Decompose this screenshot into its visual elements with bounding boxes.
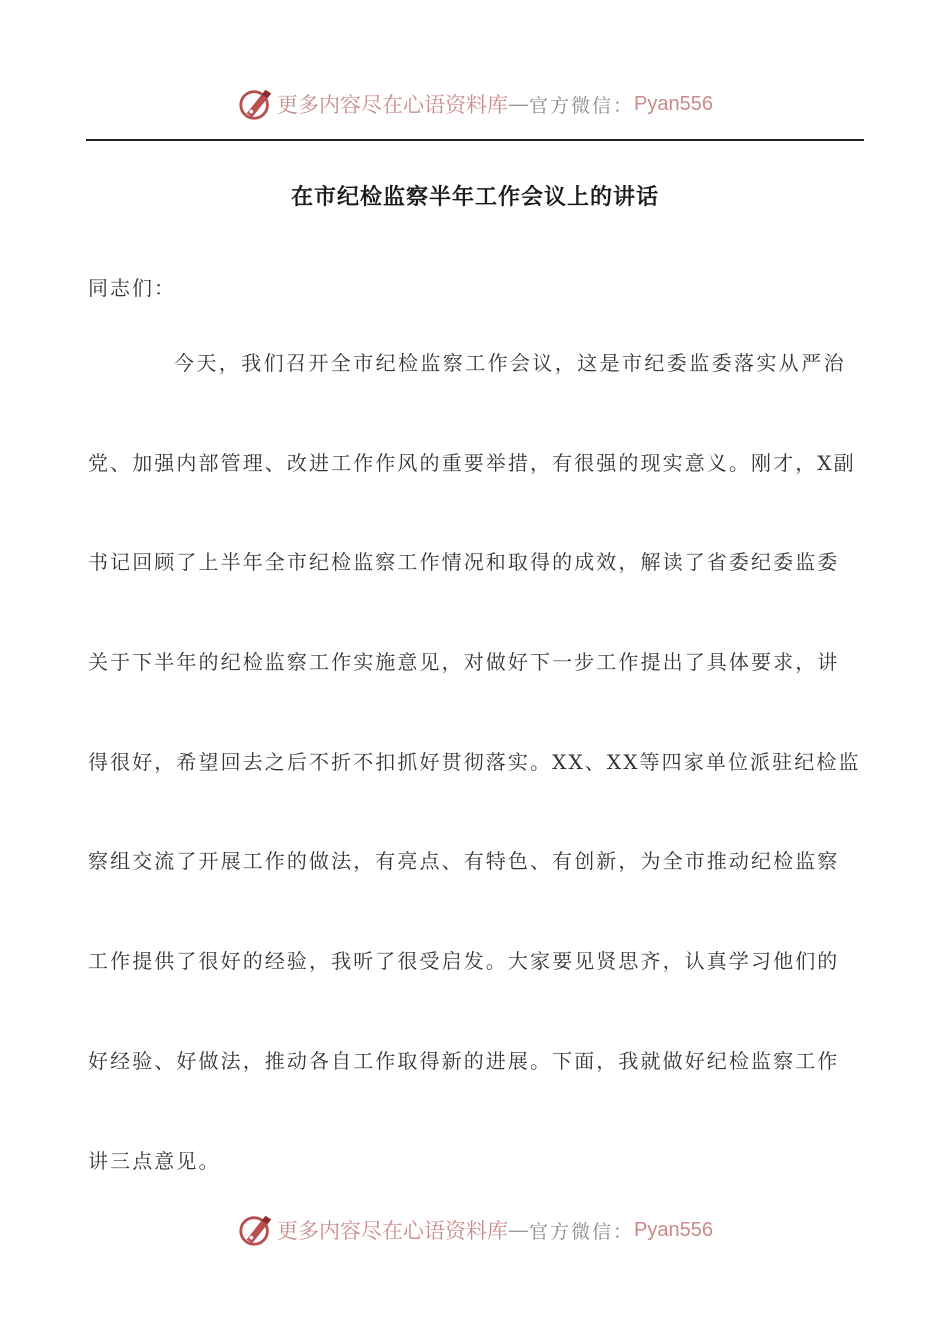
watermark-wechat-id: Pyan556 (634, 1218, 713, 1241)
footer-watermark (0, 1210, 950, 1250)
watermark-brand: 更多内容尽在心语资料库 (277, 1219, 508, 1243)
watermark-wechat-id: Pyan556 (634, 92, 713, 115)
watermark-wechat-label: 官方微信： (529, 1220, 635, 1243)
document-body (88, 346, 864, 1243)
body-line: 党、加强内部管理、改进工作作风的重要举措，有很强的现实意义。刚才，X副 (88, 450, 856, 475)
body-line: 得很好，希望回去之后不折不扣抓好贯彻落实。XX、XX等四家单位派驻纪检监 (88, 749, 861, 774)
body-line: 讲三点意见。 (88, 1148, 221, 1173)
watermark-wechat-label: 官方微信： (529, 94, 635, 117)
header-divider (86, 139, 864, 141)
pen-nib-logo-icon (237, 1211, 275, 1249)
pen-nib-logo-icon (237, 85, 275, 123)
salutation: 同志们： (88, 276, 176, 300)
body-line: 今天，我们召开全市纪检监察工作会议，这是市纪委监委落实从严治 (174, 351, 846, 375)
body-line: 书记回顾了上半年全市纪检监察工作情况和取得的成效，解读了省委纪委监委 (88, 550, 840, 575)
body-line: 察组交流了开展工作的做法，有亮点、有特色、有创新，为全市推动纪检监察 (88, 849, 840, 874)
header-watermark (0, 84, 950, 124)
watermark-separator: — (508, 92, 529, 116)
body-line: 关于下半年的纪检监察工作实施意见，对做好下一步工作提出了具体要求，讲 (88, 650, 840, 675)
body-line: 好经验、好做法，推动各自工作取得新的进展。下面，我就做好纪检监察工作 (88, 1048, 840, 1073)
watermark-separator: — (508, 1218, 529, 1242)
watermark-brand: 更多内容尽在心语资料库 (277, 93, 508, 117)
body-line: 工作提供了很好的经验，我听了很受启发。大家要见贤思齐，认真学习他们的 (88, 949, 840, 974)
document-title: 在市纪检监察半年工作会议上的讲话 (290, 184, 659, 210)
